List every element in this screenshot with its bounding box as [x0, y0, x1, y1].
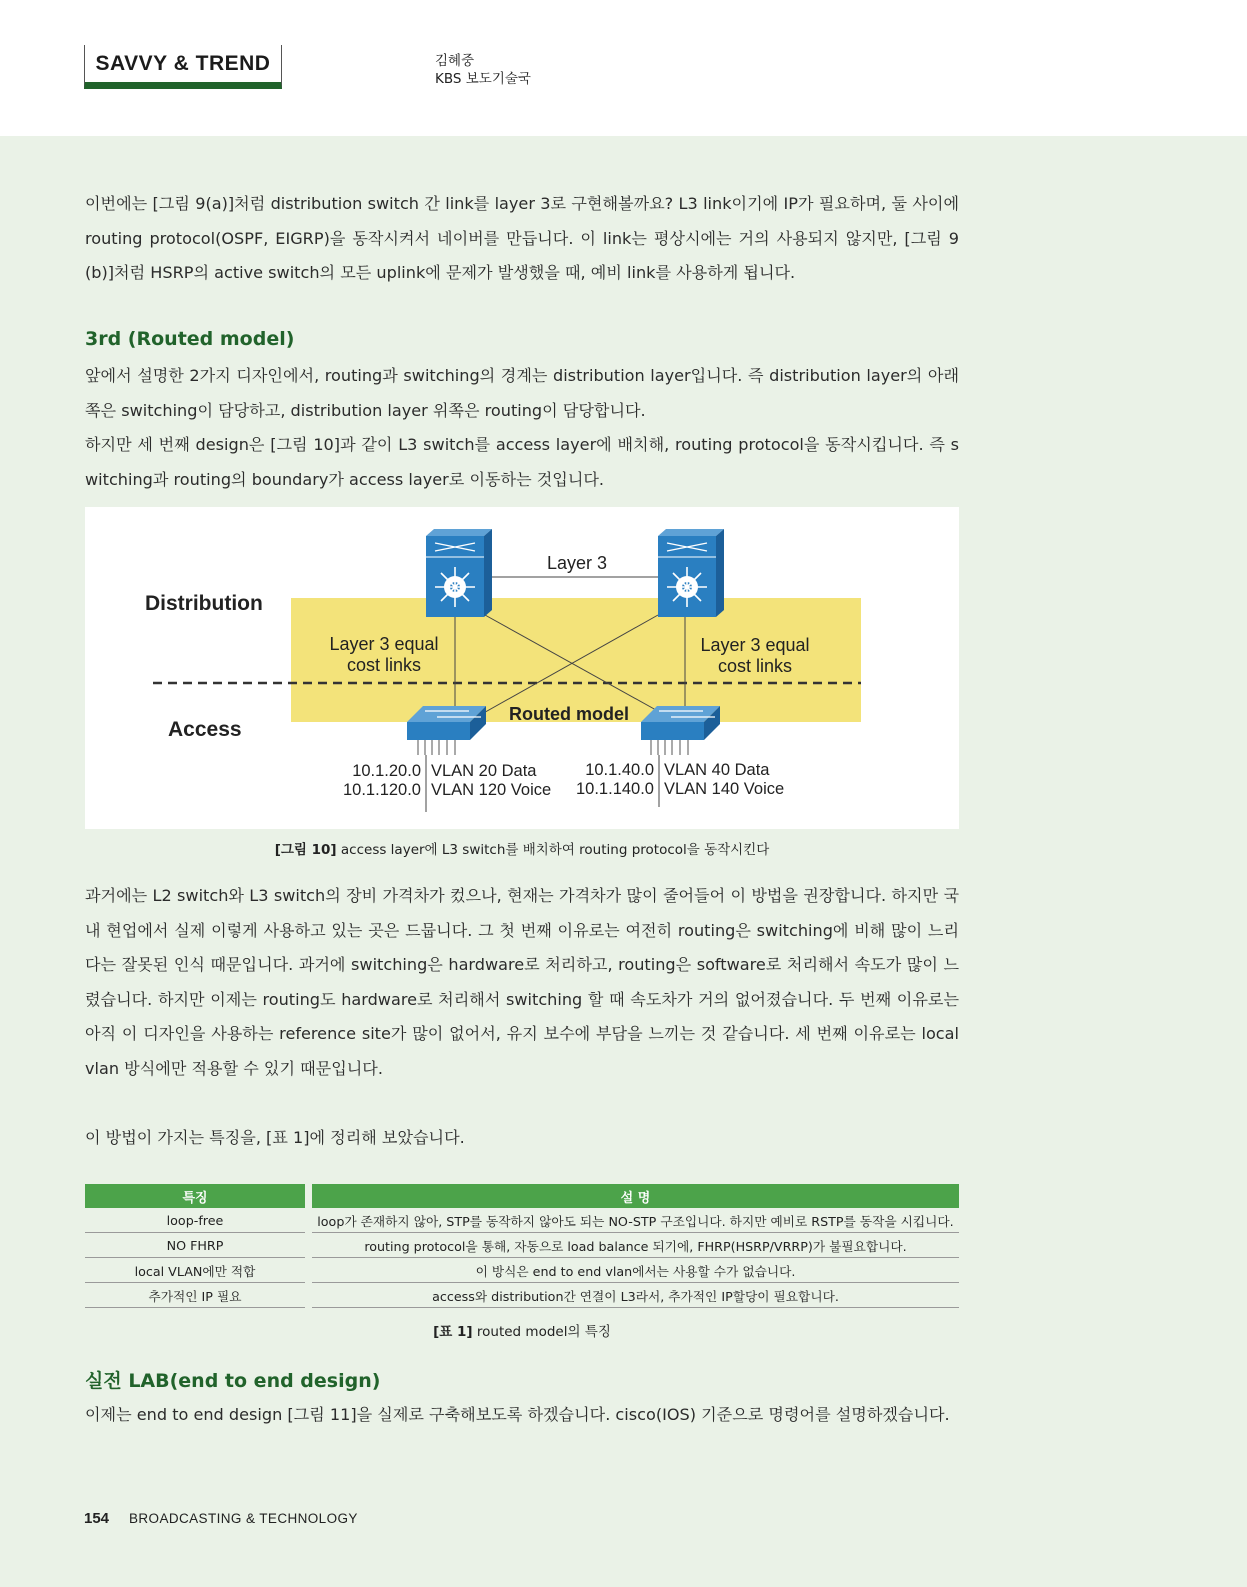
body-paragraph-1: 이번에는 [그림 9(a)]처럼 distribution switch 간 link를 layer 3로 구현해볼까요? L3 link이기에 IP가 필요하며, 둘 사이에 routing protocol(OSPF, EIGRP)을 동작시켜서 네이버를 만듭니다. 이 link는 평상시에는 거의 사용되지 않지만, [그림 9(b)]처럼 HSRP의 active switch의 모든 uplink에 문제가 발생했을 때, 예비 link를 사용하게 됩니다. [85, 194, 959, 282]
features-table [85, 1184, 959, 1308]
table-row [85, 1258, 959, 1283]
table-row [85, 1283, 959, 1308]
table-caption [85, 1320, 959, 1340]
label-equal-right-1: Layer 3 equal [700, 635, 810, 655]
body-paragraph-2: 앞에서 설명한 2가지 디자인에서, routing과 switching의 경계는 distribution layer입니다. 즉 distribution layer의 아래쪽은 switching이 담당하고, distribution layer 위쪽은 routing이 담당합니다. [85, 366, 959, 420]
left-subnet-2: 10.1.120.0 [343, 781, 421, 799]
table-cell-feature: NO FHRP [85, 1233, 305, 1258]
label-equal-right-2: cost links [717, 656, 793, 676]
left-subnet-1: 10.1.20.0 [352, 762, 421, 780]
figure-caption-text: access layer에 L3 switch를 배치하여 routing protocol을 동작시킨다 [336, 842, 770, 858]
body-paragraph-4: 과거에는 L2 switch와 L3 switch의 장비 가격차가 컸으나, 현재는 가격차가 많이 줄어들어 이 방법을 권장합니다. 하지만 국내 현업에서 실제 이렇게 사용하고 있는 곳은 드뭅니다. 그 첫 번째 이유로는 여전히 routing은 switching에 비해 많이 느리다는 잘못된 인식 때문입니다. 과거에 switching은 hardware로 처리하고, routing은 software로 처리해서 속도가 많이 느렸습니다. 하지만 이제는 routing도 hardware로 처리해서 switching 할 때 속도차가 거의 없어졌습니다. 두 번째 이유로는 아직 이 디자인을 사용하는 reference site가 많이 없어서, 유지 보수에 부담을 느끼는 것 같습니다. 세 번째 이유로는 local vlan 방식에만 적용할 수 있기 때문입니다. [85, 886, 959, 1078]
routed-model-diagram [85, 507, 959, 829]
section-tag: SAVVY & TREND [84, 45, 282, 89]
table-cell-description: 이 방식은 end to end vlan에서는 사용할 수가 없습니다. [312, 1258, 959, 1283]
table-row [85, 1233, 959, 1258]
distribution-switch-left [426, 529, 492, 617]
distribution-switch-right [658, 529, 724, 617]
left-vlan-1: VLAN 20 Data [431, 762, 537, 780]
author-block [435, 52, 531, 88]
section-heading-lab: 실전 LAB(end to end design) [85, 1370, 381, 1392]
right-subnet-2: 10.1.140.0 [576, 780, 654, 798]
label-equal-left-2: cost links [346, 655, 422, 675]
right-vlan-1: VLAN 40 Data [664, 761, 770, 779]
table-caption-text: routed model의 특징 [472, 1324, 611, 1340]
table-row [85, 1208, 959, 1233]
table-cell-feature: local VLAN에만 적합 [85, 1258, 305, 1283]
page-number: 154 [84, 1510, 110, 1527]
table-header-row [85, 1184, 959, 1208]
left-vlan-2: VLAN 120 Voice [431, 781, 552, 799]
table-cell-description: routing protocol을 통해, 자동으로 load balance 되기에, FHRP(HSRP/VRRP)가 불필요합니다. [312, 1233, 959, 1258]
table-header-feature: 특징 [85, 1184, 305, 1208]
right-subnet-1: 10.1.40.0 [585, 761, 654, 779]
access-switch-left [407, 706, 486, 755]
section-heading-routed-model: 3rd (Routed model) [85, 328, 295, 350]
author-org: KBS 보도기술국 [435, 71, 531, 87]
figure-caption-label: [그림 10] [274, 842, 337, 858]
body-paragraph-3: 하지만 세 번째 design은 [그림 10]과 같이 L3 switch를 access layer에 배치해, routing protocol을 동작시킵니다. 즉 switching과 routing의 boundary가 access layer로 이동하는 것입니다. [85, 435, 959, 489]
table-cell-feature: loop-free [85, 1208, 305, 1233]
table-cell-feature: 추가적인 IP 필요 [85, 1283, 305, 1308]
access-switch-right [641, 706, 720, 755]
label-distribution: Distribution [145, 592, 263, 615]
table-cell-description: loop가 존재하지 않아, STP를 동작하지 않아도 되는 NO-STP 구조입니다. 하지만 예비로 RSTP를 동작을 시킵니다. [312, 1208, 959, 1233]
label-layer3: Layer 3 [547, 553, 608, 573]
body-paragraph-5: 이 방법이 가지는 특징을, [표 1]에 정리해 보았습니다. [85, 1128, 465, 1147]
publication-name: BROADCASTING & TECHNOLOGY [129, 1511, 358, 1526]
table-header-description: 설 명 [312, 1184, 959, 1208]
right-vlan-2: VLAN 140 Voice [664, 780, 785, 798]
figure-caption [85, 838, 959, 858]
label-equal-left-1: Layer 3 equal [329, 634, 439, 654]
label-access: Access [168, 718, 242, 741]
label-routed-model: Routed model [509, 704, 629, 724]
body-paragraph-6: 이제는 end to end design [그림 11]을 실제로 구축해보도록 하겠습니다. cisco(IOS) 기준으로 명령어를 설명하겠습니다. [85, 1405, 950, 1424]
table-caption-label: [표 1] [433, 1324, 473, 1340]
table-cell-description: access와 distribution간 연결이 L3라서, 추가적인 IP할당이 필요합니다. [312, 1283, 959, 1308]
author-name: 김혜중 [435, 53, 475, 69]
